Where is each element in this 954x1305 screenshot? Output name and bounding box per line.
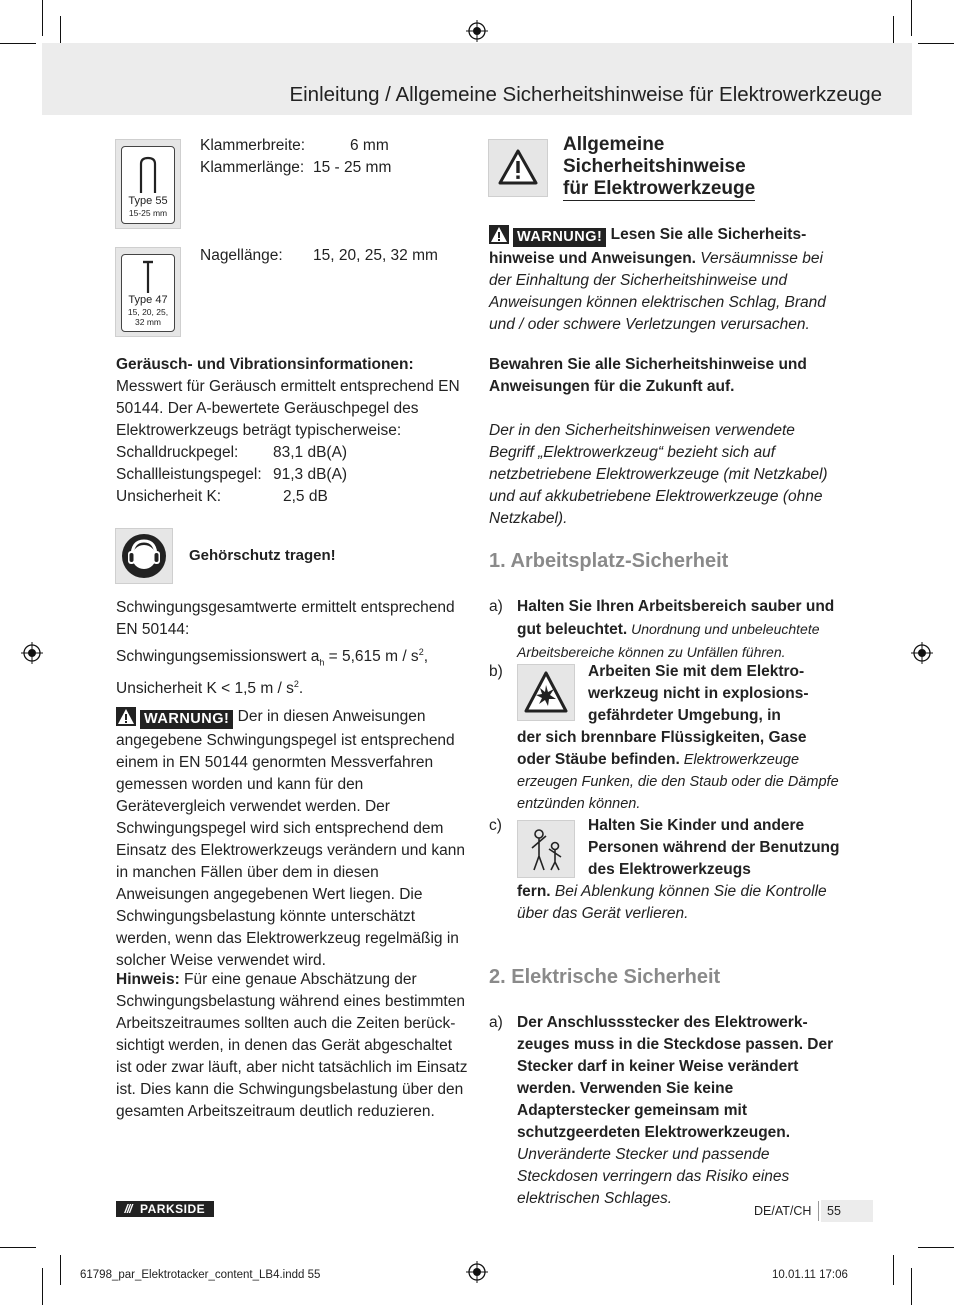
safety-heading-line: Allgemeine <box>563 134 665 155</box>
warning-paragraph <box>116 706 468 972</box>
keep-children-away-icon <box>524 826 568 872</box>
warning-triangle-icon <box>116 707 136 726</box>
list-item <box>517 1012 842 1210</box>
vibration-text: . <box>298 680 304 698</box>
list-label: b) <box>489 663 503 680</box>
crop-mark <box>42 0 43 36</box>
item-italic-text: Elektrowerkzeuge erzeugen Funken, die den Staub oder die Dämpfe entzünden können. <box>517 752 839 812</box>
noise-section <box>116 354 468 442</box>
warning-tag <box>116 707 233 730</box>
region-label: DE/AT/CH <box>754 1204 812 1218</box>
crop-mark <box>60 1255 61 1285</box>
hint-text: Für eine genaue Abschätzung der Schwingungsbelastung während eines bestimmten Arbeitszeitraumes sollten auch die Zeiten berücksichtigt werden, in denen das Gerät abgeschaltet ist oder zwar läuft, aber nicht tatsächlich im Einsatz ist. Dies kann die Schwingungsbelastung über den gesamten Arbeitszeitraum deutlich reduzieren. <box>116 971 468 1120</box>
item-bold-text: Der Anschlussstecker des Elektrowerkzeuges muss in die Steckdose passen. Der Stecker darf in keiner Weise verändert werden. Verwenden Sie keine Adapterstecker gemeinsam mit schutzgeerdeten Elektrowerkzeugen. <box>517 1014 834 1141</box>
vibration-line <box>116 641 468 673</box>
item-bold-text: fern. <box>517 883 551 900</box>
hint-paragraph <box>116 969 468 1123</box>
spec-row <box>200 157 304 179</box>
crop-mark <box>911 1268 912 1305</box>
noise-text: Messwert für Geräusch ermittelt entsprechend EN 50144. Der A-bewertete Geräuschpegel des Elektrowerkzeugs beträgt typischerweise: <box>116 378 460 439</box>
hearing-protection-label: Gehörschutz tragen! <box>189 547 336 564</box>
list-label: c) <box>489 817 502 834</box>
hearing-protection-icon <box>121 533 167 579</box>
staple-icon <box>138 155 158 193</box>
slug-file: 61798_par_Elektrotacker_content_LB4.indd 55 <box>80 1269 321 1281</box>
warning-paragraph <box>489 224 841 336</box>
general-warning <box>489 224 841 336</box>
noise-label: Schallleistungspegel: <box>116 466 262 483</box>
vibration-text: Schwingungsemissionswert a <box>116 648 320 666</box>
page-number: 55 <box>827 1204 841 1218</box>
vibration-text: = 5,615 m / s <box>324 648 419 666</box>
crop-mark <box>918 1247 954 1248</box>
item-bold-text: Halten Sie Ihren Arbeitsbereich sauber und gut beleuchtet. <box>517 598 835 638</box>
section-heading-workplace: 1. Arbeitsplatz-Sicherheit <box>489 550 729 572</box>
warning-triangle-icon <box>497 148 539 186</box>
page-number-box <box>821 1200 873 1222</box>
spec-label: Klammerlänge: <box>200 159 305 176</box>
keep-children-away-box <box>517 820 575 878</box>
vibration-line: EN 50144: <box>116 621 190 638</box>
page-title: Einleitung / Allgemeine Sicherheitshinweise für Elektrowerkzeuge <box>289 83 882 106</box>
item-italic-text: Unveränderte Stecker und passende Steckdosen verringern das Risiko eines elektrischen Schlages. <box>517 1146 790 1207</box>
vibration-line <box>116 673 468 700</box>
section-heading-electrical: 2. Elektrische Sicherheit <box>489 966 721 988</box>
noise-label: Unsicherheit K: <box>116 488 222 505</box>
staple-range-label: 15-25 mm <box>128 208 168 218</box>
list-item <box>517 596 842 664</box>
safety-heading-line: Sicherheitshinweise <box>563 156 746 177</box>
spec-value: 15, 20, 25, 32 mm <box>313 247 438 264</box>
keep-instructions: Bewahren Sie alle Sicherheitshinweise und Anweisungen für die Zukunft auf. <box>489 356 807 395</box>
noise-value: 91,3 dB(A) <box>273 466 348 483</box>
brand-logo <box>116 1201 214 1217</box>
noise-value: 83,1 dB(A) <box>273 444 348 461</box>
term-definition: Der in den Sicherheitshinweisen verwendete Begriff „Elektrowerkzeug“ bezieht sich auf netzbetriebene Elektrowerkzeuge (mit Netzkabel) und auf akkubetriebene Elektrowerkzeuge (ohne Netzkabel). <box>489 422 828 527</box>
warning-label: WARNUNG! <box>140 710 233 729</box>
vibration-text: , <box>423 648 429 666</box>
item-bold-text: der sich brennbare Flüssigkeiten, Gase oder Stäube befinden. <box>517 729 807 768</box>
explosion-hazard-icon <box>524 671 568 713</box>
explosion-hazard-box <box>517 664 575 721</box>
warning-bold-text: Lesen Sie alle Sicherheitshinweise und Anweisungen. <box>489 226 807 267</box>
crop-mark <box>0 1247 36 1248</box>
registration-mark-icon <box>466 20 488 42</box>
item-bold-text: Arbeiten Sie mit dem Elektrowerkzeug nicht in explosionsgefährdeter Umgebung, in <box>588 663 809 724</box>
registration-mark-icon <box>466 1261 488 1283</box>
noise-value: 2,5 dB <box>283 488 328 505</box>
staple-type-box <box>115 139 181 229</box>
nail-type-box <box>115 247 181 337</box>
footer-divider <box>818 1201 819 1221</box>
registration-mark-icon <box>21 642 43 664</box>
crop-mark <box>0 43 36 44</box>
vibration-warning <box>116 706 468 972</box>
warning-text: Der in diesen Anweisungen angegebene Schwingungspegel ist entsprechend einem in EN 50144 genormten Messverfahren gemessen worden und kann für den Gerätevergleich verwendet werden. Der Schwingungspegel wird sich entsprechend dem Einsatz des Elektrowerkzeugs verändern und kann in manchen Fällen über dem in diesen Anweisungen angegebenen Wert liegen. Die Schwingungsbelastung könnte unterschätzt werden, wenn das Elektrowerkzeug regelmäßig in solcher Weise verwendet wird. <box>116 708 465 969</box>
vibration-sub: h <box>319 657 325 668</box>
vibration-text: Unsicherheit K < 1,5 m / s <box>116 680 294 698</box>
warning-tag <box>489 225 606 248</box>
crop-mark <box>42 1268 43 1305</box>
general-warning-box <box>488 139 548 197</box>
brand-name: PARKSIDE <box>140 1202 206 1216</box>
vibration-section <box>116 597 468 700</box>
hint-label: Hinweis: <box>116 971 180 988</box>
staple-card <box>121 146 175 224</box>
crop-mark <box>918 43 954 44</box>
staple-type-label: Type 55 <box>128 195 168 207</box>
crop-mark <box>60 16 61 46</box>
spec-value: 6 mm <box>350 137 389 154</box>
warning-triangle-icon <box>489 225 509 244</box>
nail-card <box>121 254 175 332</box>
vibration-sup: 2 <box>293 679 299 690</box>
spec-row <box>200 135 305 157</box>
spec-value: 15 - 25 mm <box>313 159 392 176</box>
brand-stripes-icon: /// <box>124 1202 132 1216</box>
spec-label: Nagellänge: <box>200 247 283 264</box>
hearing-protection-box <box>115 528 173 584</box>
item-bold-text: Halten Sie Kinder und andere Personen während der Benutzung des Elektrowerkzeugs <box>588 817 840 878</box>
vibration-sup: 2 <box>418 647 424 657</box>
safety-heading <box>563 134 755 201</box>
crop-mark <box>893 16 894 46</box>
list-label: a) <box>489 598 503 615</box>
slug-date: 10.01.11 17:06 <box>772 1269 848 1281</box>
registration-mark-icon <box>911 642 933 664</box>
noise-label: Schalldruckpegel: <box>116 444 239 461</box>
spec-label: Klammerbreite: <box>200 137 306 154</box>
nail-range-label: 15, 20, 25, <box>127 307 169 317</box>
nail-range-label: 32 mm <box>135 317 161 327</box>
list-item <box>517 881 842 925</box>
vibration-line: Schwingungsgesamtwerte ermittelt entsprechend <box>116 599 455 616</box>
warning-italic-text: Versäumnisse bei der Einhaltung der Sicherheitshinweise und Anweisungen können elektrischen Schlag, Brand und / oder schwere Verletzungen verursachen. <box>489 250 826 333</box>
item-italic-text: Unordnung und unbeleuchtete Arbeitsbereiche können zu Unfällen führen. <box>517 621 820 660</box>
list-label: a) <box>489 1014 503 1031</box>
nail-type-label: Type 47 <box>128 294 168 306</box>
crop-mark <box>893 1255 894 1285</box>
item-italic-text: Bei Ablenkung können Sie die Kontrolle über das Gerät verlieren. <box>517 883 827 922</box>
list-item <box>517 727 842 815</box>
hint-section <box>116 969 468 1123</box>
nail-icon <box>140 259 156 295</box>
warning-label: WARNUNG! <box>513 228 606 247</box>
noise-heading: Geräusch- und Vibrationsinformationen: <box>116 356 414 373</box>
safety-heading-line: für Elektrowerkzeuge <box>563 178 756 199</box>
crop-mark <box>911 0 912 36</box>
